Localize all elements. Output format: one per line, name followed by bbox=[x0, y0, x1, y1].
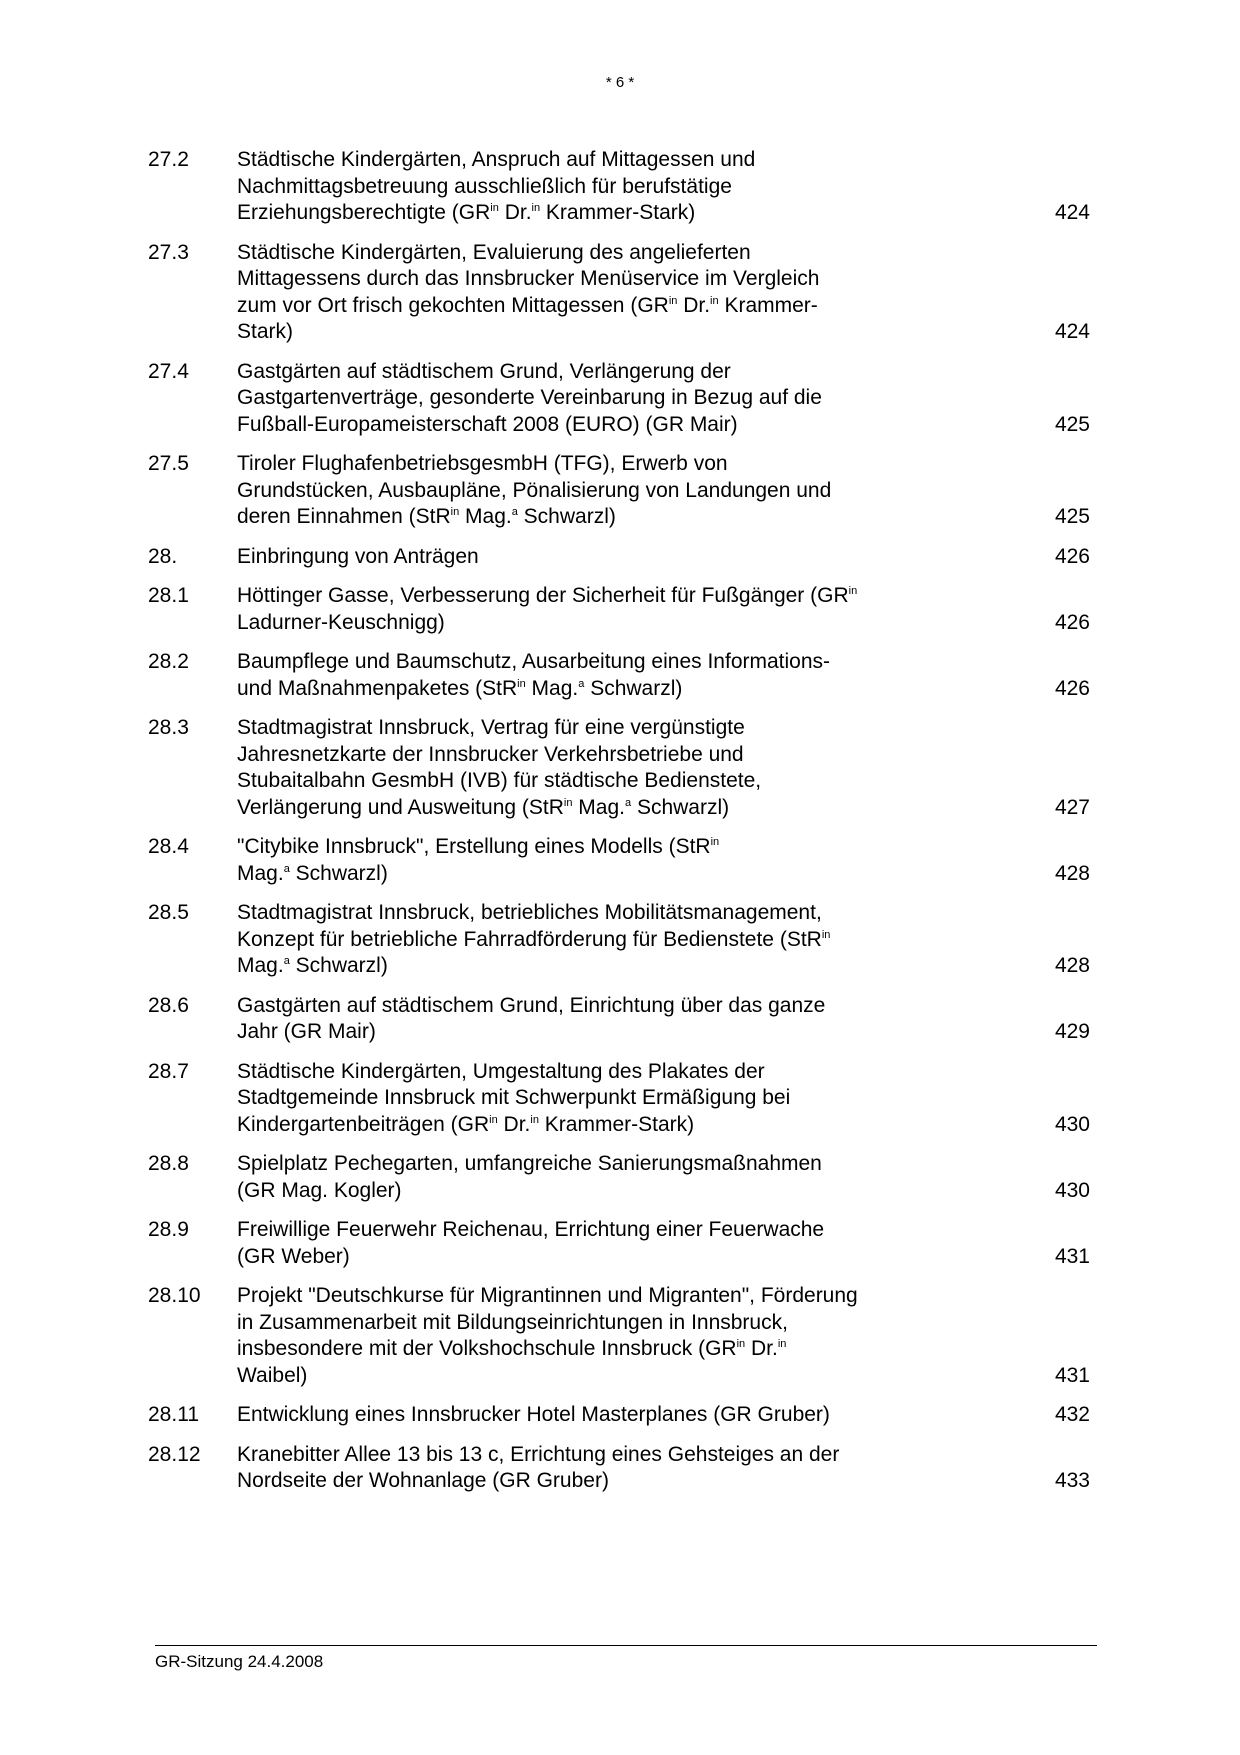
table-of-contents bbox=[148, 147, 1090, 1508]
toc-entry-title-line: Gastgärten auf städtischem Grund, Verlängerung der bbox=[237, 359, 731, 383]
toc-entry bbox=[148, 834, 1090, 887]
toc-entry-title-line: Entwicklung eines Innsbrucker Hotel Masterplanes (GR Gruber) bbox=[237, 1403, 830, 1426]
toc-entry-title-line: Mag.$^a$ Schwarzl) bbox=[237, 861, 388, 885]
toc-entry bbox=[148, 240, 1090, 346]
toc-entry-title bbox=[237, 1151, 1030, 1204]
toc-entry bbox=[148, 649, 1090, 702]
toc-entry-title-line: Grundstücken, Ausbaupläne, Pönalisierung von Landungen und bbox=[237, 478, 832, 502]
toc-entry bbox=[148, 359, 1090, 439]
toc-entry bbox=[148, 1283, 1090, 1389]
toc-entry-page: 433 bbox=[1054, 1469, 1090, 1492]
toc-entry-number: 28.11 bbox=[148, 1403, 199, 1426]
toc-entry-title-line: Tiroler FlughafenbetriebsgesmbH (TFG), Erwerb von bbox=[237, 452, 728, 475]
toc-entry-page: 431 bbox=[1054, 1244, 1090, 1268]
toc-entry bbox=[148, 993, 1090, 1046]
toc-entry bbox=[148, 147, 1090, 227]
toc-entry-title bbox=[237, 993, 1030, 1046]
toc-entry-number: 28.8 bbox=[148, 1152, 189, 1175]
toc-entry-title-line: Jahr (GR Mair) bbox=[237, 1020, 376, 1043]
toc-entry-title-line: Stubaitalbahn GesmbH (IVB) für städtische Bedienstete, bbox=[237, 769, 762, 792]
toc-entry-title-line: Stadtgemeinde Innsbruck mit Schwerpunkt Ermäßigung bei bbox=[237, 1086, 791, 1109]
toc-entry-title-line: Stadtmagistrat Innsbruck, Vertrag für eine vergünstigte bbox=[237, 716, 745, 739]
toc-entry-page: 426 bbox=[1054, 544, 1090, 568]
footer-divider bbox=[155, 1645, 1097, 1646]
toc-entry-title-line: in Zusammenarbeit mit Bildungseinrichtungen in Innsbruck, bbox=[237, 1310, 788, 1334]
toc-entry-page: 432 bbox=[1054, 1403, 1090, 1426]
toc-entry-title bbox=[237, 1059, 1030, 1139]
toc-entry-number: 28.9 bbox=[148, 1218, 189, 1241]
toc-entry bbox=[148, 1151, 1090, 1204]
toc-entry-title bbox=[237, 1402, 1030, 1429]
toc-entry bbox=[148, 583, 1090, 636]
toc-entry-title-line: Mag.$^a$ Schwarzl) bbox=[237, 954, 388, 977]
toc-entry-title-line: (GR Mag. Kogler) bbox=[237, 1178, 402, 1202]
toc-entry-title bbox=[237, 359, 1030, 439]
toc-entry-title-line: Projekt "Deutschkurse für Migrantinnen und Migranten", Förderung bbox=[237, 1284, 858, 1307]
toc-entry-title bbox=[237, 583, 1030, 636]
toc-entry-title-line: Einbringung von Anträgen bbox=[237, 544, 479, 568]
toc-entry-title-line: zum vor Ort frisch gekochten Mittagessen ($GR^{in}$ Dr.$^{in}$ Krammer- bbox=[237, 293, 818, 317]
toc-entry-title bbox=[237, 147, 1030, 227]
toc-entry-title-line: Freiwillige Feuerwehr Reichenau, Errichtung einer Feuerwache bbox=[237, 1218, 825, 1241]
toc-entry-title bbox=[237, 451, 1030, 531]
toc-entry-page: 430 bbox=[1054, 1178, 1090, 1202]
toc-entry-page: 426 bbox=[1054, 676, 1090, 700]
toc-entry-number: 28.3 bbox=[148, 716, 189, 739]
toc-entry-title bbox=[237, 900, 1030, 980]
toc-entry-title bbox=[237, 544, 1030, 571]
toc-entry-title-line: Kranebitter Allee 13 bis 13 c, Errichtung eines Gehsteiges an der bbox=[237, 1442, 840, 1466]
toc-entry bbox=[148, 1217, 1090, 1270]
toc-entry-number: 28.4 bbox=[148, 835, 189, 858]
toc-entry-title-line: Stark) bbox=[237, 320, 294, 343]
toc-entry-page: 430 bbox=[1054, 1112, 1090, 1136]
toc-entry-page: 429 bbox=[1054, 1020, 1090, 1043]
toc-entry-title-line: Kindergartenbeiträgen ($GR^{in}$ Dr.$^{in}$ Krammer-Stark) bbox=[237, 1112, 695, 1136]
toc-entry-title-line: Fußball-Europameisterschaft 2008 (EURO) (GR Mair) bbox=[237, 412, 738, 436]
toc-entry-number: 28.7 bbox=[148, 1059, 189, 1083]
toc-entry bbox=[148, 451, 1090, 531]
toc-entry-title-line: Städtische Kindergärten, Anspruch auf Mittagessen und bbox=[237, 148, 756, 171]
toc-entry-title bbox=[237, 1283, 1030, 1389]
toc-entry bbox=[148, 544, 1090, 571]
toc-entry-number: 28.10 bbox=[148, 1284, 201, 1307]
toc-entry bbox=[148, 900, 1090, 980]
toc-entry-page: 427 bbox=[1054, 795, 1090, 819]
toc-entry-title bbox=[237, 1442, 1030, 1495]
toc-entry-title bbox=[237, 649, 1030, 702]
toc-entry-number: 27.2 bbox=[148, 148, 189, 171]
toc-entry-title bbox=[237, 834, 1030, 887]
toc-entry-title-line: Mittagessens durch das Innsbrucker Menüservice im Vergleich bbox=[237, 267, 820, 290]
toc-entry-number: 28.2 bbox=[148, 650, 189, 673]
toc-entry-page: 428 bbox=[1054, 861, 1090, 885]
toc-entry-page: 428 bbox=[1054, 954, 1090, 977]
toc-entry-number: 28.6 bbox=[148, 993, 189, 1017]
toc-entry-number: 27.4 bbox=[148, 359, 189, 383]
toc-entry-title-line: Stadtmagistrat Innsbruck, betriebliches Mobilitätsmanagement, bbox=[237, 901, 822, 924]
toc-entry-title-line: Verlängerung und Ausweitung (StR$^{in}$ Mag.$^a$ Schwarzl) bbox=[237, 795, 730, 819]
toc-entry-page: 431 bbox=[1054, 1363, 1090, 1387]
toc-entry-title-line: Städtische Kindergärten, Umgestaltung des Plakates der bbox=[237, 1059, 765, 1083]
toc-entry-title-line: Nachmittagsbetreuung ausschließlich für berufstätige bbox=[237, 174, 732, 198]
toc-entry-title-line: Gastgartenverträge, gesonderte Vereinbarung in Bezug auf die bbox=[237, 386, 822, 409]
toc-entry-number: 28. bbox=[148, 544, 178, 568]
toc-entry-title-line: insbesondere mit der Volkshochschule Innsbruck ($GR^{in}$ Dr.$^{in}$ bbox=[237, 1337, 787, 1360]
toc-entry-number: 27.3 bbox=[148, 240, 189, 264]
toc-entry-title-line: Erziehungsberechtigte ($GR^{in}$ Dr.$^{in}$ Krammer-Stark) bbox=[237, 201, 696, 224]
toc-entry bbox=[148, 1059, 1090, 1139]
toc-entry-number: 28.5 bbox=[148, 901, 189, 924]
toc-entry-page: 425 bbox=[1054, 505, 1090, 528]
toc-entry-number: 27.5 bbox=[148, 452, 189, 475]
toc-entry-title-line: Jahresnetzkarte der Innsbrucker Verkehrsbetriebe und bbox=[237, 742, 744, 766]
toc-entry bbox=[148, 1402, 1090, 1429]
toc-entry-page: 424 bbox=[1054, 201, 1090, 224]
toc-entry-title-line: Nordseite der Wohnanlage (GR Gruber) bbox=[237, 1469, 609, 1492]
toc-entry-title-line: Ladurner-Keuschnigg) bbox=[237, 610, 445, 634]
toc-entry-page: 424 bbox=[1054, 320, 1090, 343]
toc-entry-number: 28.12 bbox=[148, 1442, 201, 1466]
footer-session-date: GR-Sitzung 24.4.2008 bbox=[155, 1652, 324, 1671]
toc-entry-title-line: Gastgärten auf städtischem Grund, Einrichtung über das ganze bbox=[237, 993, 826, 1017]
toc-entry-title-line: "Citybike Innsbruck", Erstellung eines Modells (StR$^{in}$ bbox=[237, 835, 720, 858]
toc-entry-title-line: Konzept für betriebliche Fahrradförderung für Bedienstete (StR$^{in}$ bbox=[237, 927, 831, 951]
toc-entry-title-line: deren Einnahmen (StR$^{in}$ Mag.$^a$ Schwarzl) bbox=[237, 505, 616, 528]
toc-entry-page: 426 bbox=[1054, 610, 1090, 634]
toc-entry-page: 425 bbox=[1054, 412, 1090, 436]
page-number-header: * 6 * bbox=[605, 74, 635, 91]
toc-entry-title-line: Baumpflege und Baumschutz, Ausarbeitung eines Informations- bbox=[237, 650, 831, 673]
toc-entry-title-line: Höttinger Gasse, Verbesserung der Sicherheit für Fußgänger ($GR^{in}$ bbox=[237, 584, 858, 607]
toc-entry-title-line: und Maßnahmenpaketes (StR$^{in}$ Mag.$^a$ Schwarzl) bbox=[237, 676, 683, 700]
toc-entry-title bbox=[237, 240, 1030, 346]
toc-entry bbox=[148, 715, 1090, 821]
toc-entry-title bbox=[237, 1217, 1030, 1270]
toc-entry-title bbox=[237, 715, 1030, 821]
toc-entry-title-line: Spielplatz Pechegarten, umfangreiche Sanierungsmaßnahmen bbox=[237, 1152, 822, 1175]
toc-entry-title-line: (GR Weber) bbox=[237, 1244, 350, 1268]
toc-entry bbox=[148, 1442, 1090, 1495]
toc-entry-number: 28.1 bbox=[148, 584, 189, 607]
toc-entry-title-line: Städtische Kindergärten, Evaluierung des angelieferten bbox=[237, 240, 751, 264]
toc-entry-title-line: Waibel) bbox=[237, 1363, 308, 1387]
